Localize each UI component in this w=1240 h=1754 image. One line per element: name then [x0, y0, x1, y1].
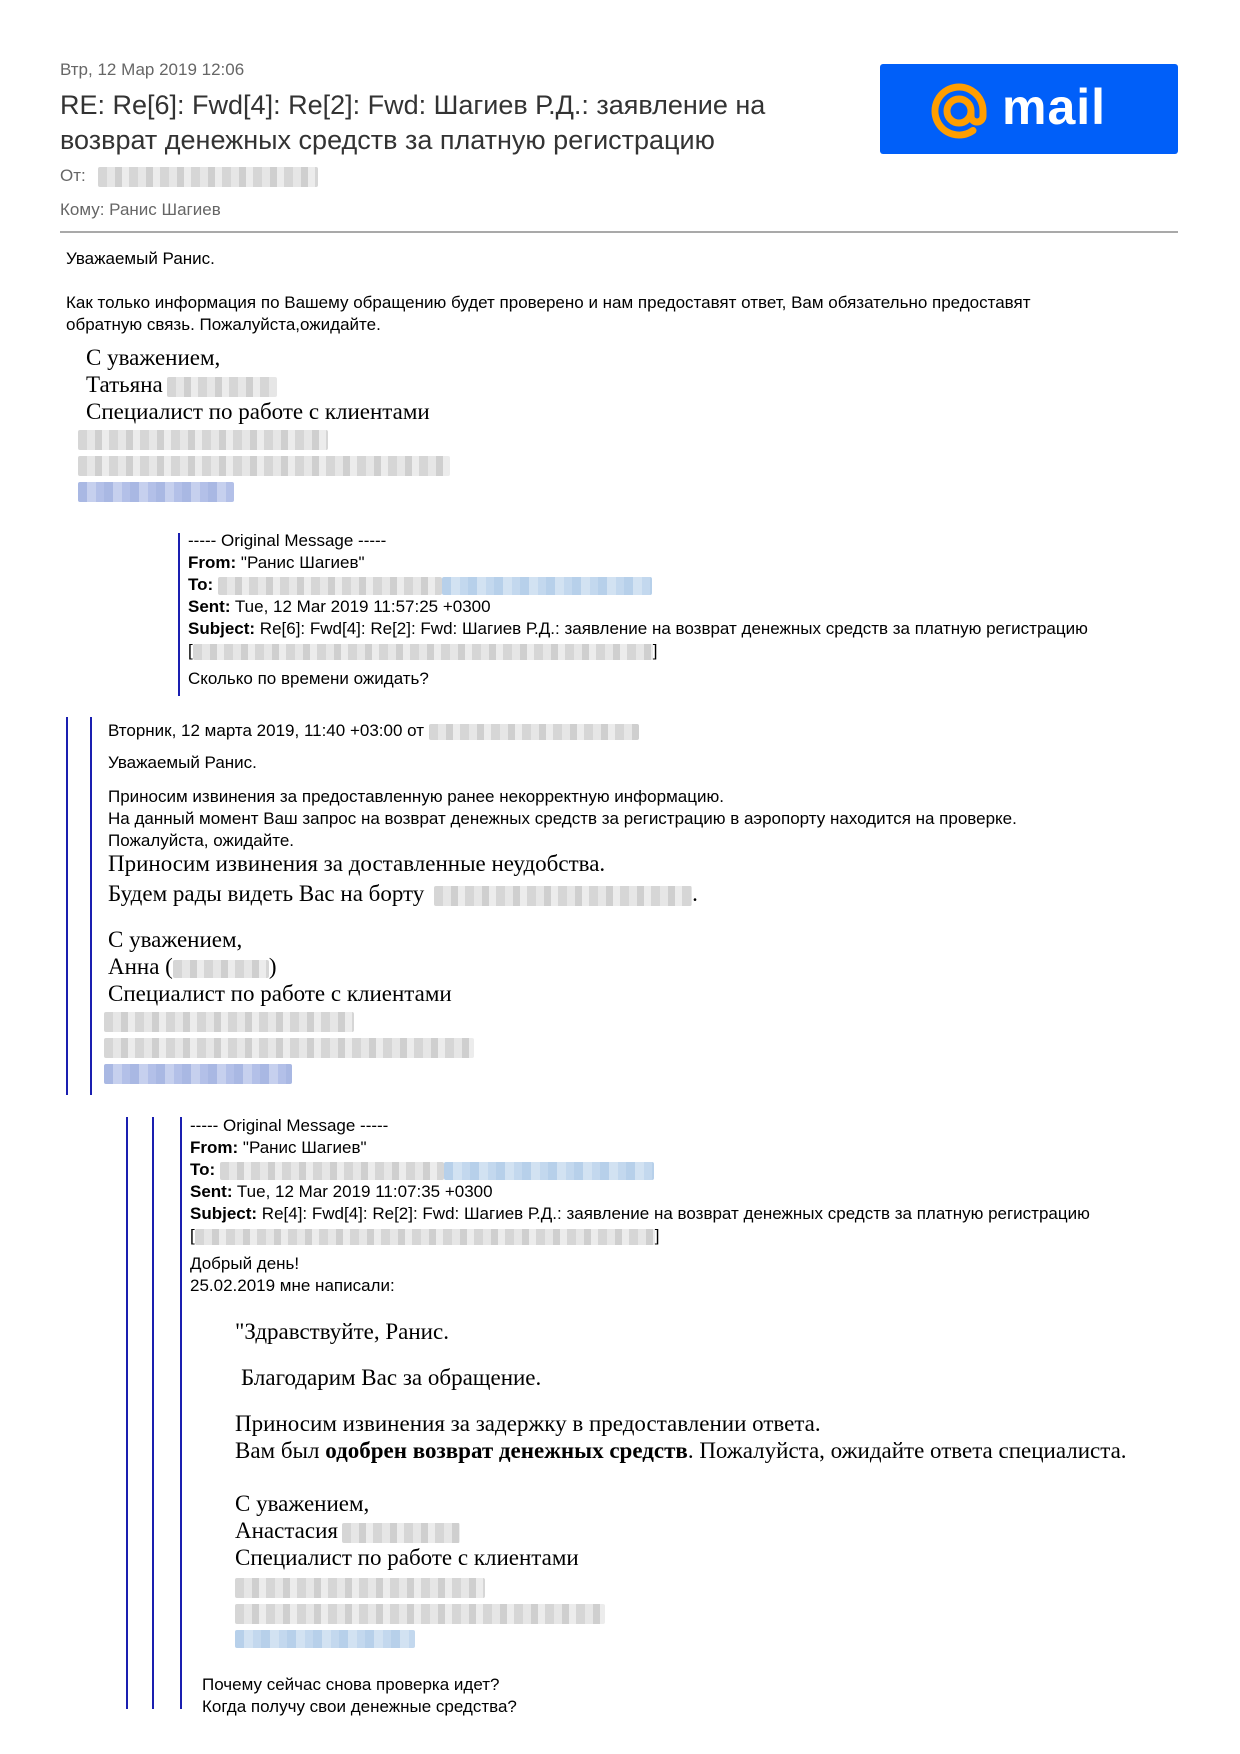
redacted-contacts — [104, 1012, 474, 1084]
letter-hello: "Здравствуйте, Ранис. — [235, 1319, 449, 1344]
redacted-surname — [342, 1523, 460, 1543]
quote-bar — [152, 1117, 154, 1709]
header-divider — [60, 231, 1178, 233]
quote-bar — [66, 717, 68, 1095]
redacted-link — [193, 644, 653, 660]
quote-bar — [178, 533, 180, 696]
email-date: Втр, 12 Мар 2019 12:06 — [60, 60, 245, 79]
original-message-2: ----- Original Message ----- From: "Ранис Шагиев" To: Sent: Tue, 12 Mar 2019 11:07:35 +0300 Subject: Re[4]: Fwd[4]: Re[2]: Fwd: Шагиев Р.Д.: заявление на возврат денежных средств за платную регистрацию [ ] Добрый день! 25.02.2019 мне написали: — [190, 1116, 1090, 1295]
quote-body: Приносим извинения за предоставленную ранее некорректную информацию. На данный момент Ваш запрос на возврат денежных средств за регистрацию в аэропорту находится на проверке. Пожалуйста, ожидайте. — [108, 787, 1017, 850]
letter-thanks: Благодарим Вас за обращение. — [241, 1365, 542, 1390]
to-line: Кому: Ранис Шагиев — [60, 200, 221, 219]
reply-greeting: Уважаемый Ранис. — [66, 249, 215, 268]
redacted-contacts — [78, 430, 450, 502]
from-line: От: — [60, 166, 318, 187]
original-message-1: ----- Original Message ----- From: "Ранис Шагиев" To: Sent: Tue, 12 Mar 2019 11:57:25 +0300 Subject: Re[6]: Fwd[4]: Re[2]: Fwd: Шагиев Р.Д.: заявление на возврат денежных средств за платную регистрацию [ ] Сколько по времени ожидать? — [188, 531, 1088, 688]
redacted-airline — [434, 886, 692, 906]
reply-signature: С уважением, Татьяна Специалист по работе с клиентами — [86, 345, 430, 424]
mail-logo — [880, 64, 1178, 154]
reply-body: Как только информация по Вашему обращению будет проверено и нам предоставят ответ, Вам обязательно предоставят обратную связь. Пожалуйста,ожидайте. — [66, 293, 1031, 334]
quote-intro: Вторник, 12 марта 2019, 11:40 +03:00 от — [108, 720, 639, 742]
redacted-link — [195, 1229, 655, 1245]
redacted-contacts — [235, 1578, 605, 1648]
logo-text: mail — [1002, 79, 1107, 135]
letter-signature: С уважением, Анастасия Специалист по работе с клиентами — [235, 1491, 579, 1570]
quote-welcome: Будем рады видеть Вас на борту . — [108, 881, 698, 906]
at-sign-icon — [930, 82, 988, 140]
letter-body: Приносим извинения за задержку в предоставлении ответа. Вам был одобрен возврат денежных средств. Пожалуйста, ожидайте ответа специалиста. — [235, 1411, 1127, 1463]
redacted-surname — [167, 377, 277, 397]
email-subject: RE: Re[6]: Fwd[4]: Re[2]: Fwd: Шагиев Р.Д.: заявление на возврат денежных средств за платную регистрацию — [60, 90, 766, 155]
redacted-surname — [173, 960, 269, 978]
redacted-sender-email — [429, 724, 639, 740]
closing-questions: Почему сейчас снова проверка идет? Когда получу свои денежные средства? — [202, 1675, 517, 1716]
quote-signature: С уважением, Анна ( ) Специалист по работе с клиентами — [108, 927, 452, 1006]
redacted-to — [220, 1162, 444, 1180]
quote-bar — [180, 1117, 182, 1709]
redacted-sender — [98, 167, 318, 187]
quote-bar — [126, 1117, 128, 1709]
redacted-to — [218, 577, 442, 595]
quote-bar — [90, 717, 92, 1095]
quote-greeting: Уважаемый Ранис. — [108, 753, 257, 772]
quote-apology: Приносим извинения за доставленные неудобства. — [108, 851, 606, 876]
